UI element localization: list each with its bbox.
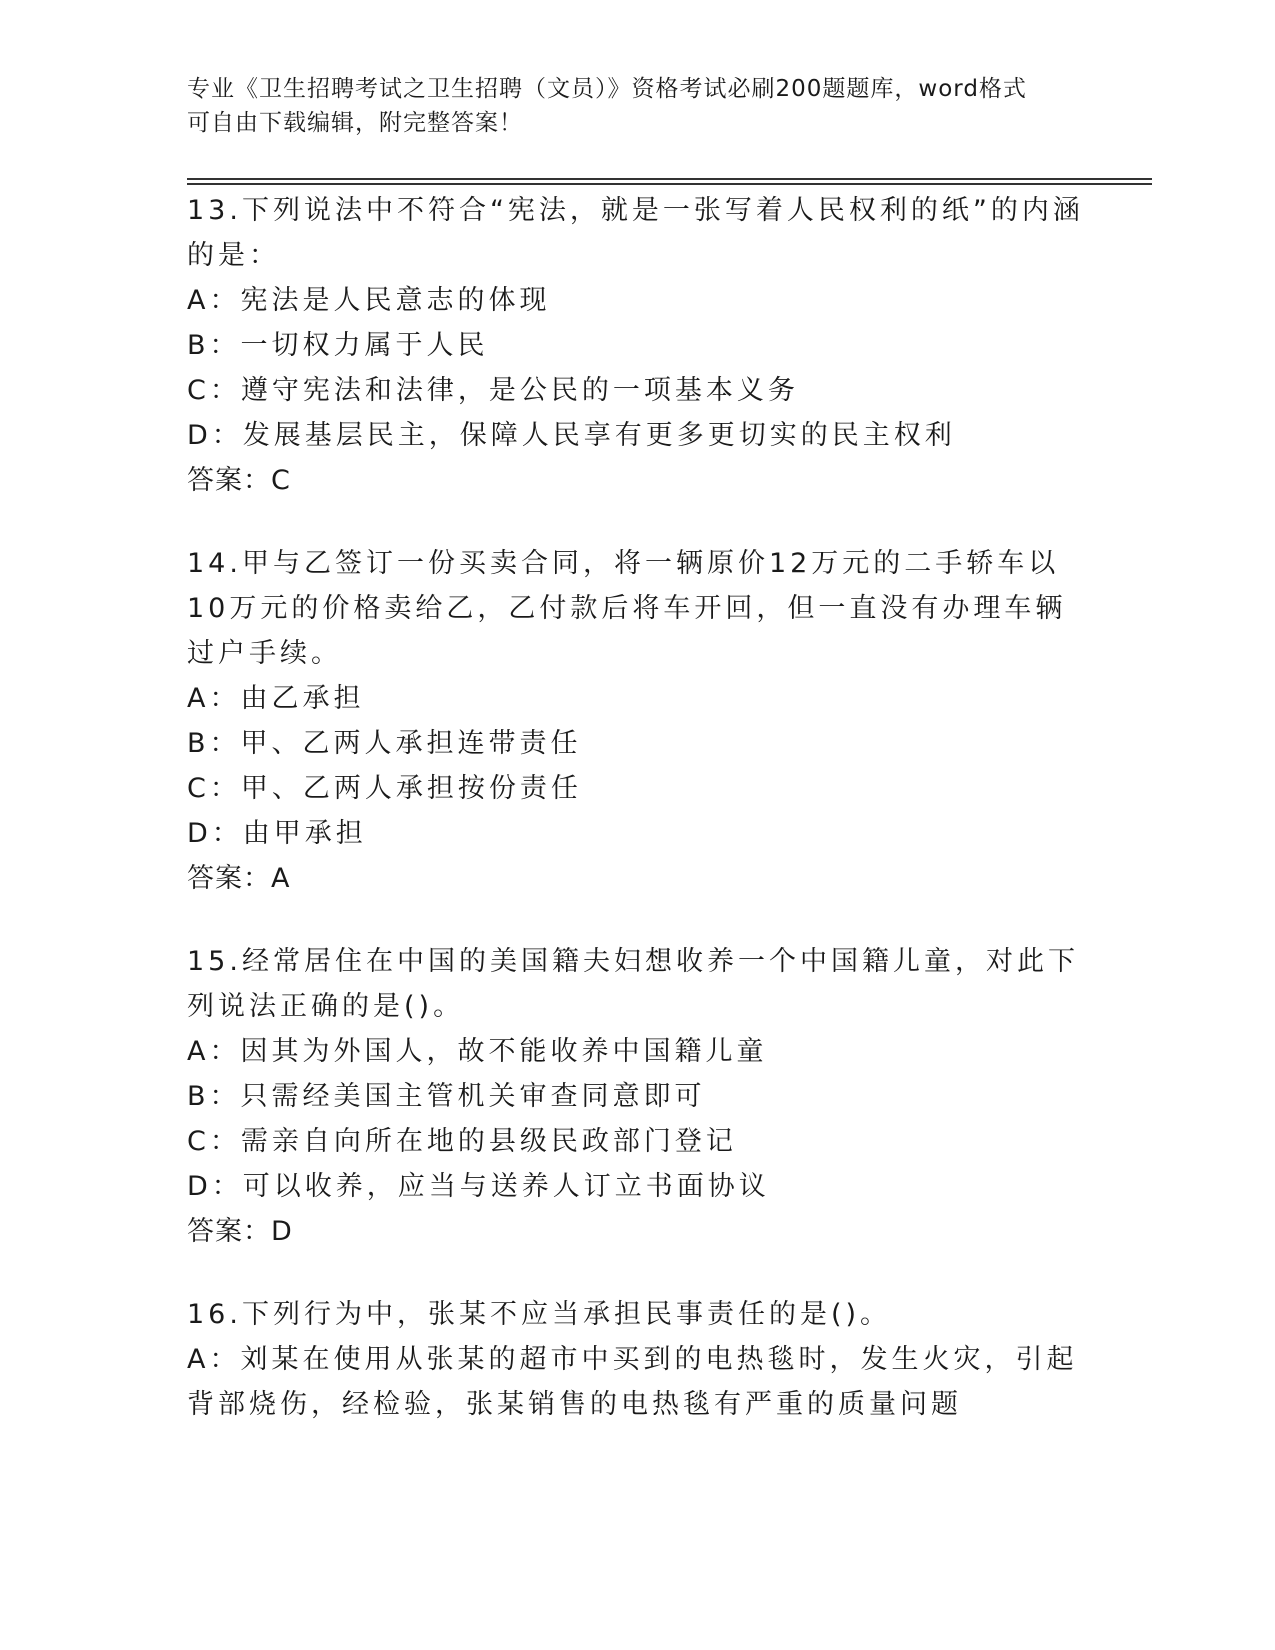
option-a: A：刘某在使用从张某的超市中买到的电热毯时，发生火灾，引起背部烧伤，经检验，张某销售的电热毯有严重的质量问题: [187, 1344, 1078, 1420]
question-13: [187, 188, 1087, 503]
header-divider-top: [187, 178, 1152, 180]
header-line-1: 专业《卫生招聘考试之卫生招聘（文员）》资格考试必刷200题题库，word格式: [187, 76, 1027, 102]
header-line-2: 可自由下载编辑，附完整答案！: [187, 110, 523, 136]
question-14: [187, 541, 1087, 901]
header-divider-bottom: [187, 183, 1152, 185]
question-16: [187, 1292, 1087, 1427]
question-stem: 13.下列说法中不符合“宪法，就是一张写着人民权利的纸”的内涵的是：: [187, 195, 1084, 271]
document-header: [187, 72, 1087, 140]
answer-label: 答案：A: [187, 863, 291, 894]
option-d: D：可以收养，应当与送养人订立书面协议: [187, 1171, 770, 1202]
answer-label: 答案：C: [187, 465, 291, 496]
option-a: A：由乙承担: [187, 683, 365, 714]
option-b: B：只需经美国主管机关审查同意即可: [187, 1081, 706, 1112]
option-b: B：甲、乙两人承担连带责任: [187, 728, 582, 759]
question-list: [187, 188, 1087, 1465]
answer-label: 答案：D: [187, 1216, 293, 1247]
question-stem: 14.甲与乙签订一份买卖合同，将一辆原价12万元的二手轿车以10万元的价格卖给乙，乙付款后将车开回，但一直没有办理车辆过户手续。: [187, 548, 1067, 669]
option-c: C：需亲自向所在地的县级民政部门登记: [187, 1126, 737, 1157]
option-a: A：因其为外国人，故不能收养中国籍儿童: [187, 1036, 768, 1067]
question-stem: 16.下列行为中，张某不应当承担民事责任的是()。: [187, 1299, 892, 1330]
question-stem: 15.经常居住在中国的美国籍夫妇想收养一个中国籍儿童，对此下列说法正确的是()。: [187, 946, 1079, 1022]
option-d: D：由甲承担: [187, 818, 367, 849]
question-15: [187, 939, 1087, 1254]
option-c: C：遵守宪法和法律，是公民的一项基本义务: [187, 375, 799, 406]
option-c: C：甲、乙两人承担按份责任: [187, 773, 582, 804]
option-a: A：宪法是人民意志的体现: [187, 285, 551, 316]
option-b: B：一切权力属于人民: [187, 330, 489, 361]
option-d: D：发展基层民主，保障人民享有更多更切实的民主权利: [187, 420, 956, 451]
